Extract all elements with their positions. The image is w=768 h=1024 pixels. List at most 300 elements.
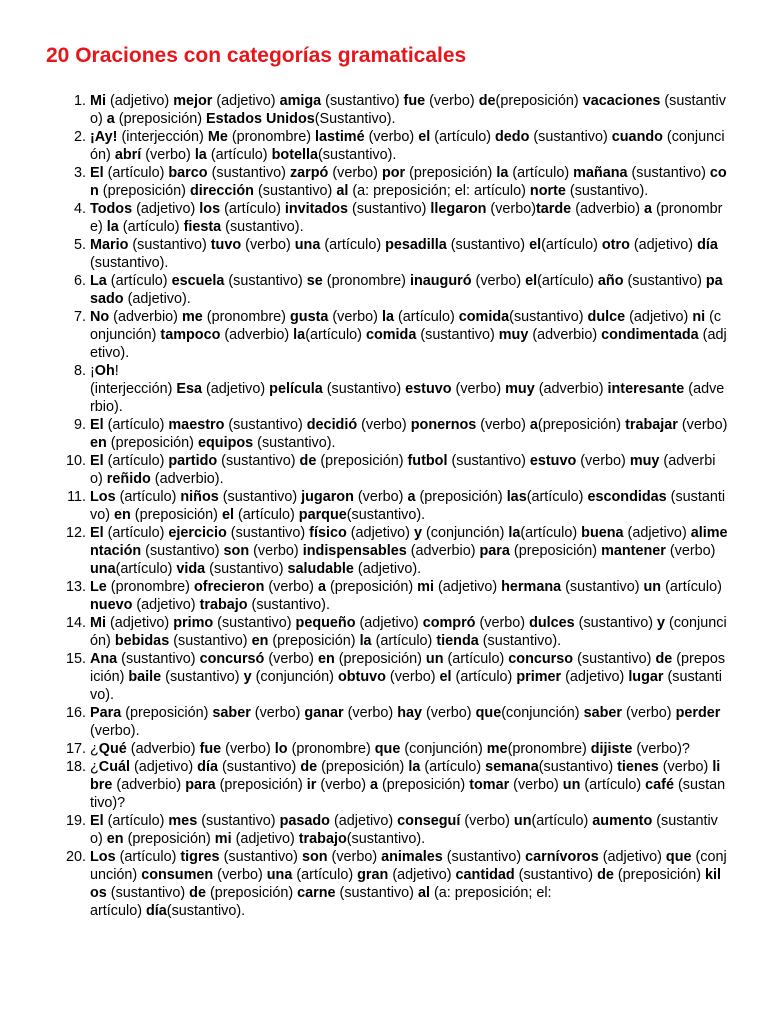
word: abrí [114,147,142,163]
sentence-item [46,524,728,578]
word: de [655,651,673,667]
sentence-number: 2. [73,129,86,145]
category-label: (adverbio) [406,543,480,559]
word: de [300,759,318,775]
word: café [645,777,674,793]
word: para [479,543,510,559]
category-label: (sustantivo) [224,417,307,433]
category-label: (Sustantivo). [314,111,396,127]
sentence-number: 19. [65,813,86,829]
category-label: (sustantivo) [90,813,718,847]
category-label: (preposición) [378,777,470,793]
word: la [496,165,509,181]
word: lo [274,741,288,757]
word: son [223,543,250,559]
category-label: (sustantivo). [565,183,649,199]
category-label: (sustantivo) [218,489,302,505]
word: bebidas [114,633,170,649]
word: cuando [611,129,663,145]
category-label: (adjetivo) [106,615,174,631]
word: ejercicio [168,525,227,541]
word: las [506,489,527,505]
word: El [90,525,104,541]
category-label: (verbo) [486,201,536,217]
sentence-item [46,488,728,524]
category-label: ! [114,363,119,379]
word: en [114,507,131,523]
category-label: (sustantivo) [509,309,588,325]
category-label: (verbo) [425,93,479,109]
category-label: (artículo) [526,489,588,505]
word: animales [381,849,443,865]
sentence-item [46,758,728,812]
category-label: (sustantivo). [166,903,246,919]
word: en [317,651,335,667]
word: de [597,867,614,883]
category-label: (sustantivo) [447,453,530,469]
word: se [306,273,323,289]
word: pesadilla [385,237,447,253]
category-label: (sustantivo) [446,237,530,253]
category-label: (artículo) [292,867,358,883]
category-label: (sustantivo) [207,165,290,181]
word: botella [271,147,318,163]
word: barco [168,165,208,181]
word: tarde [536,201,572,217]
category-label: (adjetivo). [123,291,191,307]
category-label: (adverbio) [126,741,200,757]
word: La [90,273,107,289]
category-label: (pronombre) [227,129,316,145]
category-label: (adjetivo) [129,759,198,775]
sentence-item [46,848,728,920]
word: la [106,219,119,235]
sentence-item [46,272,728,308]
category-label: (artículo) [537,273,598,289]
word: partido [168,453,218,469]
category-label: (artículo) [531,813,593,829]
category-label: (verbo) [622,705,676,721]
category-label: (adverbio) [571,201,644,217]
category-label: (adjetivo) [561,669,629,685]
word: en [251,633,269,649]
word: para [185,777,216,793]
word: dirección [189,183,254,199]
word: carne [297,885,336,901]
category-label: (a: preposición; el: artículo) [348,183,530,199]
category-label: (verbo) [316,777,370,793]
category-label: (adjetivo) [355,615,423,631]
word: indispensables [302,543,407,559]
sentence-number: 14. [65,615,86,631]
word: interesante [607,381,685,397]
category-label: (adjetivo). [90,327,727,361]
category-label: (pronombre) [507,741,591,757]
sentence-number: 10. [65,453,86,469]
category-label: (sustantivo). [346,831,426,847]
word: dijiste [590,741,633,757]
word: Mario [90,237,129,253]
word: de [299,453,317,469]
category-label: (conjunción) [421,525,509,541]
word: la [381,309,394,325]
category-label: (conjunción) [501,705,584,721]
category-label: (artículo) [103,813,169,829]
word: llegaron [430,201,487,217]
category-label: (preposición) [90,651,726,685]
word: vida [176,561,206,577]
category-label: (verbo) [353,489,408,505]
word: parque [298,507,347,523]
word: estuvo [405,381,452,397]
word: Qué [98,741,127,757]
word: son [301,849,328,865]
word: y [243,669,252,685]
category-label: (preposición) [325,579,418,595]
category-label: (sustantivo) [224,273,307,289]
category-label: (artículo) [661,579,722,595]
word: Mi [90,93,106,109]
sentence-number: 11. [67,489,86,505]
category-label: (sustantivo) [573,651,656,667]
category-label: (artículo) [320,237,386,253]
category-label: (preposición) [509,543,602,559]
word: dulce [587,309,626,325]
category-label: (sustantivo). [346,507,426,523]
category-label: (adjetivo) [201,381,270,397]
category-label: (preposición) [123,831,215,847]
category-label: (verbo). [90,723,140,739]
category-label: (verbo) [576,453,630,469]
word: trabajo [199,597,248,613]
word: conseguí [397,813,461,829]
category-label: (sustantivo) [321,93,404,109]
category-label: (preposición) [121,705,213,721]
word: concursó [199,651,265,667]
word: El [90,165,104,181]
category-label: (artículo) [106,273,172,289]
word: escuela [171,273,225,289]
category-label: (verbo) [328,165,382,181]
category-label: (sustantivo)? [90,777,726,811]
sentence-number: 6. [73,273,86,289]
word: mantener [601,543,666,559]
word: comida [365,327,417,343]
word: semana [485,759,539,775]
word: año [597,273,624,289]
word: muy [629,453,660,469]
word: mes [168,813,198,829]
word: ¡Ay! [90,129,118,145]
word: a [407,489,416,505]
category-label: (sustantivo) [169,633,252,649]
word: amiga [279,93,322,109]
word: condimentada [601,327,699,343]
category-label: (artículo) [206,147,272,163]
word: un [425,651,444,667]
category-label: (sustantivo) [253,183,337,199]
sentence-item [46,704,728,740]
category-label: ¿ [90,741,99,757]
category-label: ¿ [90,759,99,775]
word: trabajo [298,831,347,847]
sentence-item [46,740,728,758]
word: que [665,849,692,865]
word: muy [505,381,535,397]
word: compró [422,615,476,631]
sentence-item [46,236,728,272]
category-label: (preposición) [537,417,626,433]
category-label: (sustantivo) [117,651,200,667]
word: película [269,381,323,397]
category-label: (sustantivo) [561,579,644,595]
word: ni [692,309,706,325]
category-label: (sustantivo) [205,561,288,577]
category-label: (sustantivo). [253,435,336,451]
sentence-number: 16. [65,705,86,721]
category-label: (sustantivo) [514,867,598,883]
category-label: (preposición) [130,507,222,523]
word: y [413,525,422,541]
category-label: (sustantivo) [322,381,406,397]
category-label: (sustantivo) [442,849,526,865]
category-label: (preposición) [334,651,426,667]
category-label: (sustantivo) [335,885,418,901]
word: Ana [90,651,118,667]
category-label: (verbo) [677,417,728,433]
category-label: (artículo) [103,417,169,433]
category-label: (adjetivo) [433,579,502,595]
word: tienda [436,633,479,649]
category-label: (verbo) [509,777,563,793]
sentence-number: 12. [65,525,86,541]
word: No [90,309,110,325]
word: carnívoros [525,849,599,865]
category-label: (verbo) [213,867,267,883]
category-label: (verbo) [328,309,382,325]
category-label: (preposición) [268,633,360,649]
word: la [293,327,306,343]
category-label: (verbo)? [632,741,690,757]
word: día [697,237,718,253]
word: norte [529,183,566,199]
sentence-item [46,416,728,452]
category-label: (artículo) [103,525,169,541]
sentence-number: 8. [73,363,86,379]
word: gran [357,867,389,883]
category-label: (adjetivo) [212,93,280,109]
category-label: (pronombre) [106,579,194,595]
word: reñido [106,471,151,487]
category-label: (preposición) [405,165,497,181]
sentence-number: 5. [73,237,86,253]
category-label: (verbo) [264,579,318,595]
word: trabajar [625,417,678,433]
category-label: (verbo) [327,849,382,865]
category-label: (sustantivo). [221,219,304,235]
word: día [145,903,167,919]
word: escondidas [587,489,667,505]
word: el [418,129,431,145]
category-label: (conjunción) [90,849,727,883]
category-label: (adverbio) [534,381,608,397]
category-label: (preposición) [205,885,298,901]
category-label: (artículo) [371,633,437,649]
category-label: (artículo) [305,327,366,343]
word: ponernos [410,417,477,433]
sentence-item [46,578,728,614]
word: a [106,111,115,127]
word: a [317,579,326,595]
word: Le [90,579,107,595]
sentence-number: 20. [65,849,86,865]
word: Mi [90,615,106,631]
word: aumento [592,813,653,829]
word: fue [199,741,222,757]
word: el [439,669,452,685]
category-label: (artículo) [420,759,486,775]
word: con [90,165,727,199]
word: alimentación [90,525,728,559]
word: a [370,777,379,793]
category-label: (verbo) [364,129,419,145]
category-label: (sustantivo) [627,165,710,181]
category-label: (adjetivo) [598,849,666,865]
category-label: (sustantivo). [478,633,562,649]
word: hermana [501,579,562,595]
category-label: (adjetivo) [625,309,693,325]
category-label: (pronombre) [287,741,375,757]
category-label: (adjetivo) [346,525,414,541]
category-label: (artículo) [580,777,646,793]
word: Me [207,129,228,145]
category-label: artículo) [90,903,146,919]
word: de [478,93,496,109]
word: dulces [529,615,575,631]
word: mejor [173,93,213,109]
word: estuvo [529,453,577,469]
word: obtuvo [337,669,386,685]
word: Estados Unidos [206,111,315,127]
category-label: (verbo) [221,741,275,757]
category-label: (preposición) [495,93,583,109]
sentence-number: 18. [65,759,86,775]
word: pequeño [295,615,356,631]
sentence-number: 13. [65,579,86,595]
category-label: (artículo) [115,489,181,505]
word: mi [417,579,434,595]
word: físico [309,525,347,541]
word: mañana [573,165,628,181]
category-label: (artículo) [103,165,169,181]
word: zarpó [289,165,329,181]
word: fue [403,93,426,109]
category-label: (conjunción) [90,309,722,343]
category-label: (adjetivo) [132,201,200,217]
word: a [529,417,538,433]
category-label: (verbo) [460,813,514,829]
word: primer [516,669,562,685]
category-label: (preposición) [106,435,198,451]
category-label: (sustantivo) [219,849,302,865]
word: concurso [508,651,574,667]
sentence-item [46,452,728,488]
category-label: (preposición) [415,489,507,505]
category-label: (sustantivo). [247,597,330,613]
category-label: (artículo) [234,507,299,523]
category-label: (sustantivo) [141,543,224,559]
word: niños [180,489,219,505]
word: por [381,165,406,181]
category-label: (verbo) [475,615,530,631]
category-label: (adjetivo) [629,237,698,253]
word: gusta [289,309,329,325]
word: que [475,705,502,721]
word: ganar [304,705,344,721]
word: al [336,183,349,199]
category-label: (adjetivo) [132,597,200,613]
category-label: (sustantivo) [226,525,310,541]
sentence-item [46,164,728,200]
word: pasado [279,813,330,829]
category-label: (preposición) [316,453,408,469]
word: Cuál [98,759,130,775]
sentence-item [46,812,728,848]
category-label: (adverbio). [150,471,224,487]
category-label: (artículo) [443,651,509,667]
sentence-number: 17. [65,741,86,757]
category-label: (artículo) [393,309,459,325]
word: hay [397,705,423,721]
word: Los [90,489,116,505]
word: El [90,453,104,469]
word: ofrecieron [193,579,265,595]
category-label: (adjetivo) [231,831,299,847]
category-label: (preposición) [114,111,206,127]
word: El [90,417,104,433]
category-label: (sustantivo) [529,129,612,145]
sentence-item [46,308,728,362]
category-label: (artículo) [220,201,285,217]
category-label: (verbo) [343,705,398,721]
category-label: (pronombre) [90,201,723,235]
word: Esa [176,381,202,397]
category-label: (verbo) [665,543,716,559]
word: inauguró [409,273,472,289]
category-label: (artículo) [520,525,582,541]
word: la [408,759,421,775]
word: primo [173,615,214,631]
category-label: (adjetivo) [329,813,398,829]
category-label: (verbo) [357,417,411,433]
category-label: (sustantivo) [574,615,658,631]
word: una [90,561,116,577]
sentence-number: 1. [73,93,86,109]
word: tomar [469,777,510,793]
category-label: (verbo) [241,237,295,253]
category-label: (verbo) [249,543,303,559]
word: equipos [197,435,254,451]
sentence-item [46,362,728,416]
document-title: 20 Oraciones con categorías gramaticales [46,44,467,67]
word: la [359,633,372,649]
word: que [374,741,401,757]
word: tienes [617,759,659,775]
category-label: (artículo) [508,165,574,181]
category-label: (conjunción) [90,129,725,163]
word: la [194,147,207,163]
word: tampoco [160,327,221,343]
